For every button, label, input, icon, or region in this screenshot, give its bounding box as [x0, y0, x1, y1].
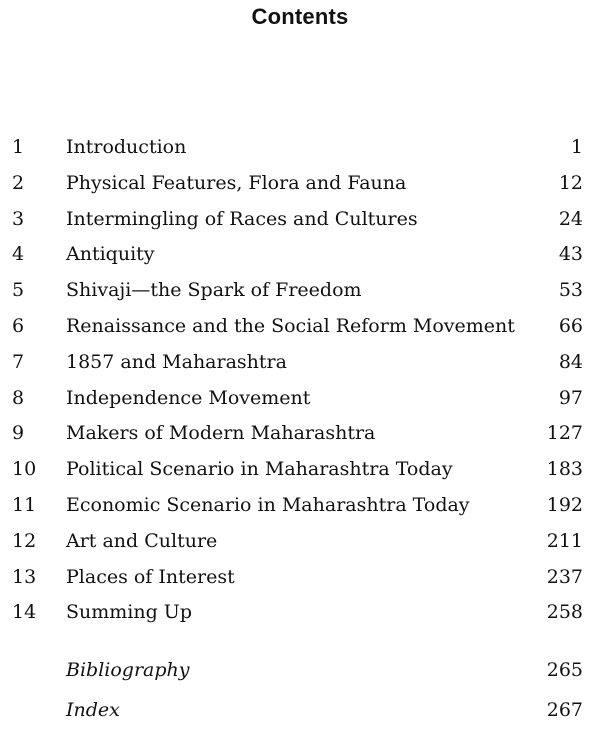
page-number: 192	[546, 493, 583, 516]
toc-row	[0, 166, 600, 202]
toc-row	[0, 595, 600, 631]
page-title: Contents	[251, 4, 349, 29]
chapter-title: Intermingling of Races and Cultures	[66, 207, 418, 230]
page-number: 267	[546, 699, 583, 721]
toc-row	[0, 309, 600, 345]
toc-row	[0, 690, 600, 730]
chapter-title: Political Scenario in Maharashtra Today	[66, 458, 453, 481]
chapter-title: Summing Up	[66, 601, 192, 624]
page-number: 84	[558, 350, 583, 373]
chapter-number: 12	[12, 529, 37, 552]
chapter-number: 6	[12, 314, 25, 337]
back-matter-list	[0, 650, 600, 730]
chapter-number: 8	[12, 386, 25, 409]
chapter-number: 5	[12, 279, 25, 302]
toc-row	[0, 381, 600, 417]
page-number: 237	[546, 565, 583, 588]
chapter-title: Antiquity	[66, 243, 155, 266]
chapter-title: Shivaji—the Spark of Freedom	[66, 279, 362, 302]
chapter-number: 13	[12, 565, 37, 588]
chapter-title: 1857 and Maharashtra	[66, 350, 287, 373]
back-matter-title: Bibliography	[66, 659, 190, 681]
toc-row	[0, 524, 600, 560]
page-number: 265	[546, 659, 583, 681]
page-number: 211	[546, 529, 583, 552]
chapter-title: Physical Features, Flora and Fauna	[66, 171, 407, 194]
toc-row	[0, 650, 600, 690]
toc-row	[0, 237, 600, 273]
chapter-number: 11	[12, 493, 37, 516]
chapter-number: 7	[12, 350, 25, 373]
chapter-title: Art and Culture	[66, 529, 218, 552]
page-number: 53	[558, 279, 583, 302]
chapter-number: 1	[12, 136, 25, 158]
chapter-number: 10	[12, 458, 37, 481]
page-number: 1	[570, 136, 583, 158]
page-number: 183	[546, 458, 583, 481]
chapter-number: 2	[12, 171, 25, 194]
toc-row	[0, 345, 600, 381]
chapter-title: Makers of Modern Maharashtra	[66, 422, 376, 445]
page-number: 66	[558, 314, 583, 337]
page-number: 24	[558, 207, 583, 230]
toc-row	[0, 130, 600, 166]
chapter-title: Economic Scenario in Maharashtra Today	[66, 493, 470, 516]
toc-row	[0, 202, 600, 238]
toc-row	[0, 560, 600, 596]
chapter-title: Places of Interest	[66, 565, 235, 588]
chapter-list	[0, 130, 600, 631]
chapter-number: 4	[12, 243, 25, 266]
toc-row	[0, 416, 600, 452]
chapter-title: Introduction	[66, 136, 187, 158]
toc-row	[0, 488, 600, 524]
chapter-title: Renaissance and the Social Reform Movement	[66, 314, 515, 337]
chapter-number: 14	[12, 601, 37, 624]
toc-row	[0, 452, 600, 488]
chapter-number: 3	[12, 207, 25, 230]
page-number: 97	[558, 386, 583, 409]
back-matter-title: Index	[66, 699, 120, 721]
page-number: 127	[546, 422, 583, 445]
page-number: 12	[558, 171, 583, 194]
page-number: 258	[546, 601, 583, 624]
page-number: 43	[558, 243, 583, 266]
toc-row	[0, 273, 600, 309]
chapter-title: Independence Movement	[66, 386, 311, 409]
chapter-number: 9	[12, 422, 25, 445]
